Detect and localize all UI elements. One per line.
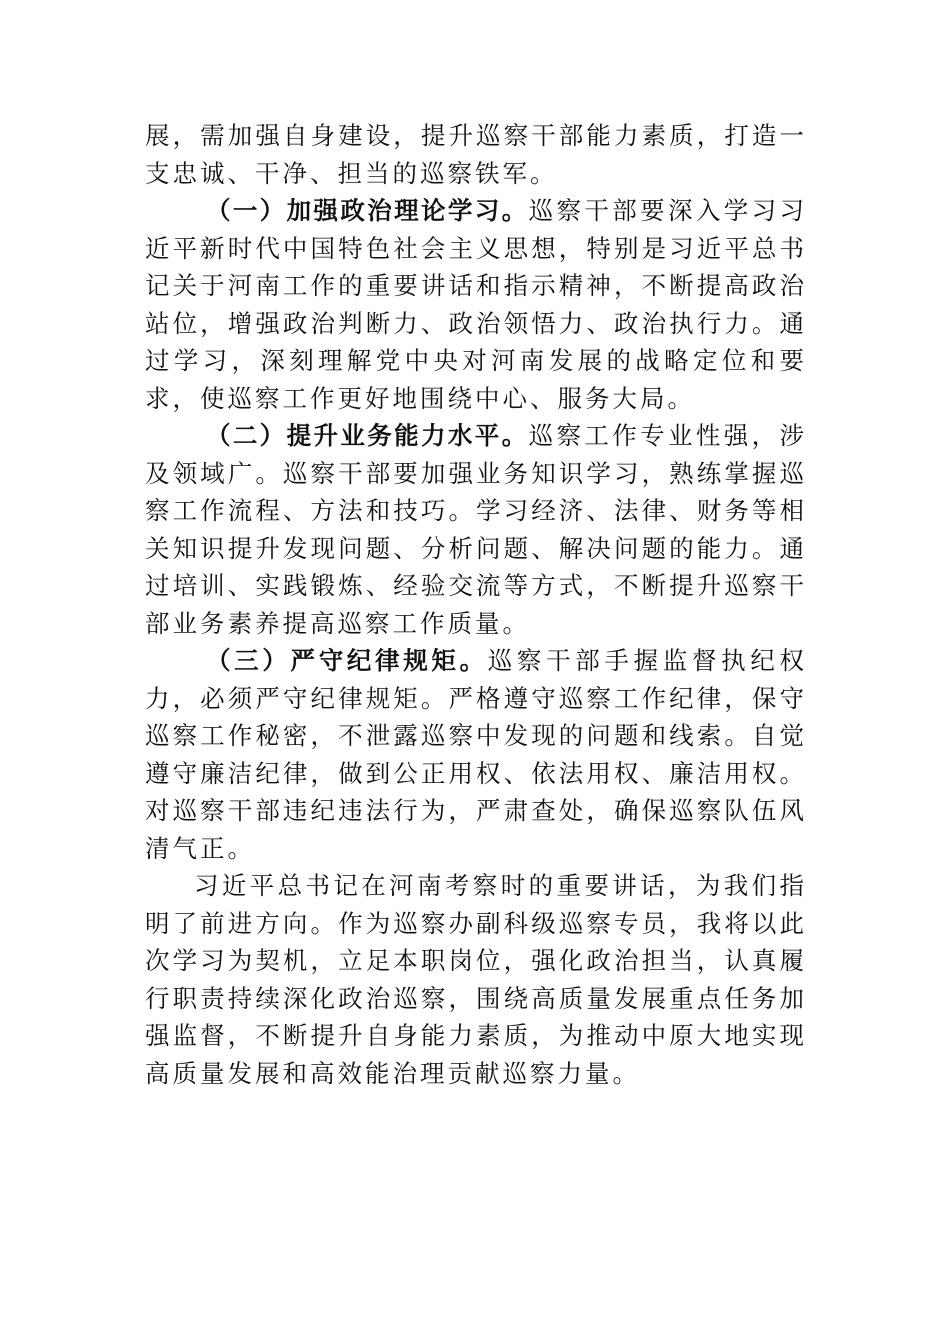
paragraph-body: 巡察干部手握监督执纪权力，必须严守纪律规矩。严格遵守巡察工作纪律，保守巡察工作秘密，不泄露巡察中发现的问题和线索。自觉遵守廉洁纪律，做到公正用权、依法用权、廉洁用权。对巡察干部违纪违法行为，严肃查处，确保巡察队伍风清气正。 <box>145 646 807 863</box>
paragraph-body: 巡察工作专业性强，涉及领域广。巡察干部要加强业务知识学习，熟练掌握巡察工作流程、方法和技巧。学习经济、法律、财务等相关知识提升发现问题、分析问题、解决问题的能力。通过培训、实践锻炼、经验交流等方式，不断提升巡察干部业务素养提高巡察工作质量。 <box>145 421 808 638</box>
section-heading-2: （二）提升业务能力水平。 <box>206 421 529 450</box>
paragraph-continuation <box>145 117 807 192</box>
paragraph-political-theory <box>145 192 807 417</box>
paragraph-body: 展，需加强自身建设，提升巡察干部能力素质，打造一支忠诚、干净、担当的巡察铁军。 <box>145 121 807 188</box>
document-body <box>145 117 807 1092</box>
section-heading-1: （一）加强政治理论学习。 <box>206 196 529 225</box>
paragraph-body: 巡察干部要深入学习习近平新时代中国特色社会主义思想，特别是习近平总书记关于河南工作的重要讲话和指示精神，不断提高政治站位，增强政治判断力、政治领悟力、政治执行力。通过学习，深刻理解党中央对河南发展的战略定位和要求，使巡察工作更好地围绕中心、服务大局。 <box>145 196 808 413</box>
paragraph-discipline <box>145 642 807 867</box>
paragraph-conclusion <box>145 867 807 1092</box>
paragraph-body: 习近平总书记在河南考察时的重要讲话，为我们指明了前进方向。作为巡察办副科级巡察专员，我将以此次学习为契机，立足本职岗位，强化政治担当，认真履行职责持续深化政治巡察，围绕高质量发展重点任务加强监督，不断提升自身能力素质，为推动中原大地实现高质量发展和高效能治理贡献巡察力量。 <box>145 871 807 1088</box>
paragraph-business-ability <box>145 417 807 642</box>
section-heading-3: （三）严守纪律规矩。 <box>206 646 488 675</box>
